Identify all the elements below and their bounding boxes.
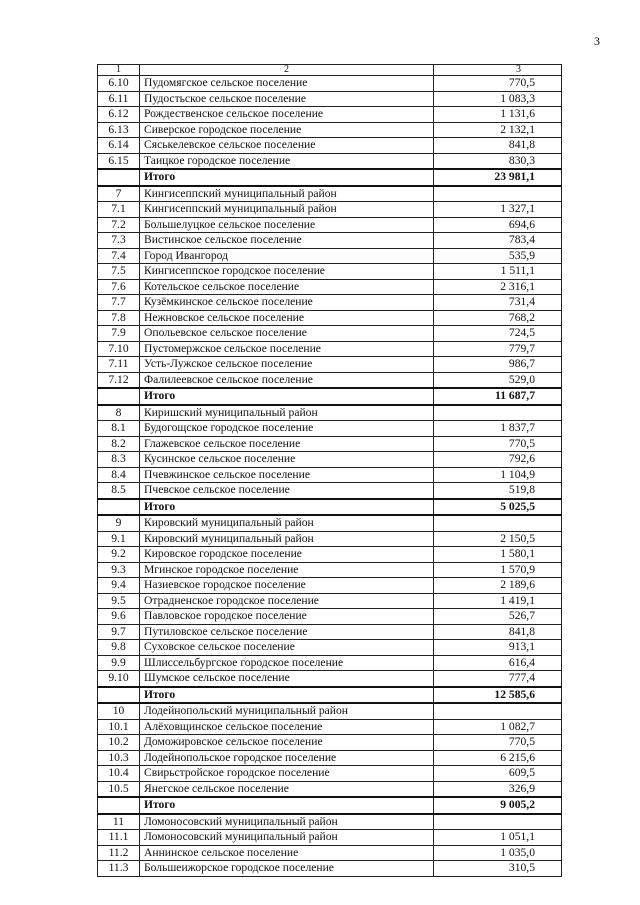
- row-name: Рождественское сельское поселение: [140, 107, 434, 123]
- table-row: [98, 655, 562, 671]
- total-row: [98, 499, 562, 516]
- table-row: [98, 264, 562, 280]
- row-name: Таицкое городское поселение: [140, 153, 434, 169]
- row-value: 2 132,1: [434, 122, 562, 138]
- row-name: Кировский муниципальный район: [140, 531, 434, 547]
- row-value: 12 585,6: [434, 687, 562, 704]
- row-value: 1 131,6: [434, 107, 562, 123]
- row-number: 7.8: [98, 310, 140, 326]
- table-row: [98, 483, 562, 499]
- table-row: [98, 562, 562, 578]
- row-number: 10.4: [98, 766, 140, 782]
- table-row: [98, 578, 562, 594]
- row-value: 768,2: [434, 310, 562, 326]
- row-name: Пчевское сельское поселение: [140, 483, 434, 499]
- row-value: 11 687,7: [434, 388, 562, 405]
- row-value: 519,8: [434, 483, 562, 499]
- row-number: 9.2: [98, 547, 140, 563]
- row-number: 11: [98, 814, 140, 830]
- row-value: 1 083,3: [434, 91, 562, 107]
- row-number: 11.1: [98, 830, 140, 846]
- row-value: 1 104,9: [434, 467, 562, 483]
- row-name: Опольевское сельское поселение: [140, 326, 434, 342]
- row-number: 7: [98, 186, 140, 202]
- row-value: 694,6: [434, 217, 562, 233]
- total-row: [98, 797, 562, 814]
- row-name: Сиверское городское поселение: [140, 122, 434, 138]
- row-number: 6.10: [98, 76, 140, 92]
- row-value: 609,5: [434, 766, 562, 782]
- row-name: Пудомягское сельское поселение: [140, 76, 434, 92]
- table-row: [98, 153, 562, 169]
- row-name: Котельское сельское поселение: [140, 279, 434, 295]
- table-row: [98, 640, 562, 656]
- row-number: 7.10: [98, 341, 140, 357]
- table-body: [98, 76, 562, 877]
- row-number: 8.1: [98, 421, 140, 437]
- row-number: 10: [98, 703, 140, 719]
- row-number: 8.4: [98, 467, 140, 483]
- table-row: [98, 372, 562, 388]
- table-row: [98, 766, 562, 782]
- row-value: 770,5: [434, 436, 562, 452]
- row-number: 6.14: [98, 138, 140, 154]
- row-number: 10.2: [98, 735, 140, 751]
- total-row: [98, 687, 562, 704]
- row-name: Суховское сельское поселение: [140, 640, 434, 656]
- header-col-2: 2: [140, 65, 434, 76]
- row-number: 9.9: [98, 655, 140, 671]
- total-row: [98, 388, 562, 405]
- row-value: 830,3: [434, 153, 562, 169]
- row-value: 1 580,1: [434, 547, 562, 563]
- table-row: [98, 750, 562, 766]
- table-row: [98, 341, 562, 357]
- row-number: 9.4: [98, 578, 140, 594]
- budget-table: [97, 64, 562, 877]
- row-name: Кузёмкинское сельское поселение: [140, 295, 434, 311]
- row-name: Вистинское сельское поселение: [140, 233, 434, 249]
- row-value: 783,4: [434, 233, 562, 249]
- row-name: Итого: [140, 388, 434, 405]
- row-name: Кингисеппский муниципальный район: [140, 202, 434, 218]
- row-name: Большелуцкое сельское поселение: [140, 217, 434, 233]
- row-value: 792,6: [434, 452, 562, 468]
- table-row: [98, 202, 562, 218]
- table-row: [98, 107, 562, 123]
- row-value: 1 511,1: [434, 264, 562, 280]
- row-number: 10.1: [98, 719, 140, 735]
- row-name: Отрадненское городское поселение: [140, 593, 434, 609]
- row-value: 1 837,7: [434, 421, 562, 437]
- district-row: [98, 405, 562, 421]
- row-value: 6 215,6: [434, 750, 562, 766]
- row-number: 6.12: [98, 107, 140, 123]
- row-number: 9.7: [98, 624, 140, 640]
- row-number: 8: [98, 405, 140, 421]
- row-value: 616,4: [434, 655, 562, 671]
- row-number: 11.2: [98, 845, 140, 861]
- table-row: [98, 452, 562, 468]
- table-row: [98, 609, 562, 625]
- total-row: [98, 169, 562, 186]
- row-number: 6.11: [98, 91, 140, 107]
- table-row: [98, 861, 562, 877]
- row-number: 10.3: [98, 750, 140, 766]
- row-value: 535,9: [434, 248, 562, 264]
- header-col-1: 1: [98, 65, 140, 76]
- row-number: 11.3: [98, 861, 140, 877]
- row-name: Итого: [140, 499, 434, 516]
- table-row: [98, 421, 562, 437]
- row-number: [98, 388, 140, 405]
- row-number: 8.3: [98, 452, 140, 468]
- table-row: [98, 719, 562, 735]
- row-value: [434, 186, 562, 202]
- row-name: Фалилеевское сельское поселение: [140, 372, 434, 388]
- row-value: [434, 703, 562, 719]
- row-number: [98, 797, 140, 814]
- row-number: 7.3: [98, 233, 140, 249]
- row-number: 8.2: [98, 436, 140, 452]
- district-row: [98, 515, 562, 531]
- row-name: Кусинское сельское поселение: [140, 452, 434, 468]
- row-value: 2 316,1: [434, 279, 562, 295]
- row-value: 526,7: [434, 609, 562, 625]
- row-number: 7.1: [98, 202, 140, 218]
- header-col-3: 3: [434, 65, 562, 76]
- row-name: Назиевское городское поселение: [140, 578, 434, 594]
- district-row: [98, 186, 562, 202]
- row-number: 7.4: [98, 248, 140, 264]
- row-number: 9.3: [98, 562, 140, 578]
- table-row: [98, 295, 562, 311]
- row-number: [98, 687, 140, 704]
- row-value: 9 005,2: [434, 797, 562, 814]
- table-row: [98, 671, 562, 687]
- row-name: Будогощское городское поселение: [140, 421, 434, 437]
- row-number: 7.2: [98, 217, 140, 233]
- row-name: Кингисеппское городское поселение: [140, 264, 434, 280]
- row-value: 2 150,5: [434, 531, 562, 547]
- row-number: 9.1: [98, 531, 140, 547]
- table-row: [98, 547, 562, 563]
- table-row: [98, 436, 562, 452]
- row-name: Мгинское городское поселение: [140, 562, 434, 578]
- row-number: 9: [98, 515, 140, 531]
- row-name: Итого: [140, 797, 434, 814]
- row-value: 986,7: [434, 357, 562, 373]
- row-name: Сяськелевское сельское поселение: [140, 138, 434, 154]
- row-value: 310,5: [434, 861, 562, 877]
- row-value: 724,5: [434, 326, 562, 342]
- row-name: Аннинское сельское поселение: [140, 845, 434, 861]
- row-number: 6.13: [98, 122, 140, 138]
- row-name: Кировское городское поселение: [140, 547, 434, 563]
- row-number: 7.5: [98, 264, 140, 280]
- row-number: 9.6: [98, 609, 140, 625]
- row-value: 326,9: [434, 781, 562, 797]
- row-name: Доможировское сельское поселение: [140, 735, 434, 751]
- table-row: [98, 781, 562, 797]
- row-number: [98, 499, 140, 516]
- table-row: [98, 593, 562, 609]
- row-number: 9.5: [98, 593, 140, 609]
- row-name: Павловское городское поселение: [140, 609, 434, 625]
- table-row: [98, 357, 562, 373]
- row-number: 6.15: [98, 153, 140, 169]
- row-value: 779,7: [434, 341, 562, 357]
- row-value: 1 082,7: [434, 719, 562, 735]
- row-value: 777,4: [434, 671, 562, 687]
- table-row: [98, 326, 562, 342]
- row-value: 1 035,0: [434, 845, 562, 861]
- row-value: 913,1: [434, 640, 562, 656]
- row-value: 529,0: [434, 372, 562, 388]
- table-row: [98, 735, 562, 751]
- row-name: Янегское сельское поселение: [140, 781, 434, 797]
- row-value: 5 025,5: [434, 499, 562, 516]
- row-value: 841,8: [434, 624, 562, 640]
- row-name: Итого: [140, 687, 434, 704]
- row-number: 8.5: [98, 483, 140, 499]
- row-value: 1 051,1: [434, 830, 562, 846]
- row-name: Итого: [140, 169, 434, 186]
- table-header-row: [98, 65, 562, 76]
- row-value: 770,5: [434, 735, 562, 751]
- table-row: [98, 217, 562, 233]
- row-number: 9.8: [98, 640, 140, 656]
- row-number: 7.9: [98, 326, 140, 342]
- row-name: Город Ивангород: [140, 248, 434, 264]
- row-value: [434, 814, 562, 830]
- table-row: [98, 248, 562, 264]
- row-name: Нежновское сельское поселение: [140, 310, 434, 326]
- row-name: Ломоносовский муниципальный район: [140, 814, 434, 830]
- table-row: [98, 531, 562, 547]
- table-row: [98, 138, 562, 154]
- row-number: 9.10: [98, 671, 140, 687]
- row-name: Кировский муниципальный район: [140, 515, 434, 531]
- row-name: Лодейнопольское городское поселение: [140, 750, 434, 766]
- row-name: Свирьстройское городское поселение: [140, 766, 434, 782]
- table-row: [98, 830, 562, 846]
- table-row: [98, 91, 562, 107]
- district-row: [98, 814, 562, 830]
- row-name: Лодейнопольский муниципальный район: [140, 703, 434, 719]
- row-number: 7.11: [98, 357, 140, 373]
- row-number: 7.7: [98, 295, 140, 311]
- row-name: Шлиссельбургское городское поселение: [140, 655, 434, 671]
- row-value: 731,4: [434, 295, 562, 311]
- table-row: [98, 122, 562, 138]
- table-row: [98, 467, 562, 483]
- row-name: Глажевское сельское поселение: [140, 436, 434, 452]
- district-row: [98, 703, 562, 719]
- row-name: Усть-Лужское сельское поселение: [140, 357, 434, 373]
- row-name: Пустомержское сельское поселение: [140, 341, 434, 357]
- row-name: Киришский муниципальный район: [140, 405, 434, 421]
- row-value: 1 327,1: [434, 202, 562, 218]
- row-value: [434, 405, 562, 421]
- row-value: 770,5: [434, 76, 562, 92]
- page-number: 3: [594, 34, 600, 48]
- table-row: [98, 233, 562, 249]
- row-value: 1 419,1: [434, 593, 562, 609]
- row-value: [434, 515, 562, 531]
- row-number: 7.12: [98, 372, 140, 388]
- table-row: [98, 624, 562, 640]
- row-value: 23 981,1: [434, 169, 562, 186]
- row-number: [98, 169, 140, 186]
- row-name: Пудостьское сельское поселение: [140, 91, 434, 107]
- row-number: 10.5: [98, 781, 140, 797]
- row-value: 2 189,6: [434, 578, 562, 594]
- row-name: Алёховщинское сельское поселение: [140, 719, 434, 735]
- row-name: Путиловское сельское поселение: [140, 624, 434, 640]
- row-name: Ломоносовский муниципальный район: [140, 830, 434, 846]
- row-name: Шумское сельское поселение: [140, 671, 434, 687]
- row-name: Большеижорское городское поселение: [140, 861, 434, 877]
- row-number: 7.6: [98, 279, 140, 295]
- table-row: [98, 279, 562, 295]
- table-row: [98, 76, 562, 92]
- row-value: 841,8: [434, 138, 562, 154]
- row-value: 1 570,9: [434, 562, 562, 578]
- row-name: Кингисеппский муниципальный район: [140, 186, 434, 202]
- row-name: Пчевжинское сельское поселение: [140, 467, 434, 483]
- table-row: [98, 845, 562, 861]
- table-row: [98, 310, 562, 326]
